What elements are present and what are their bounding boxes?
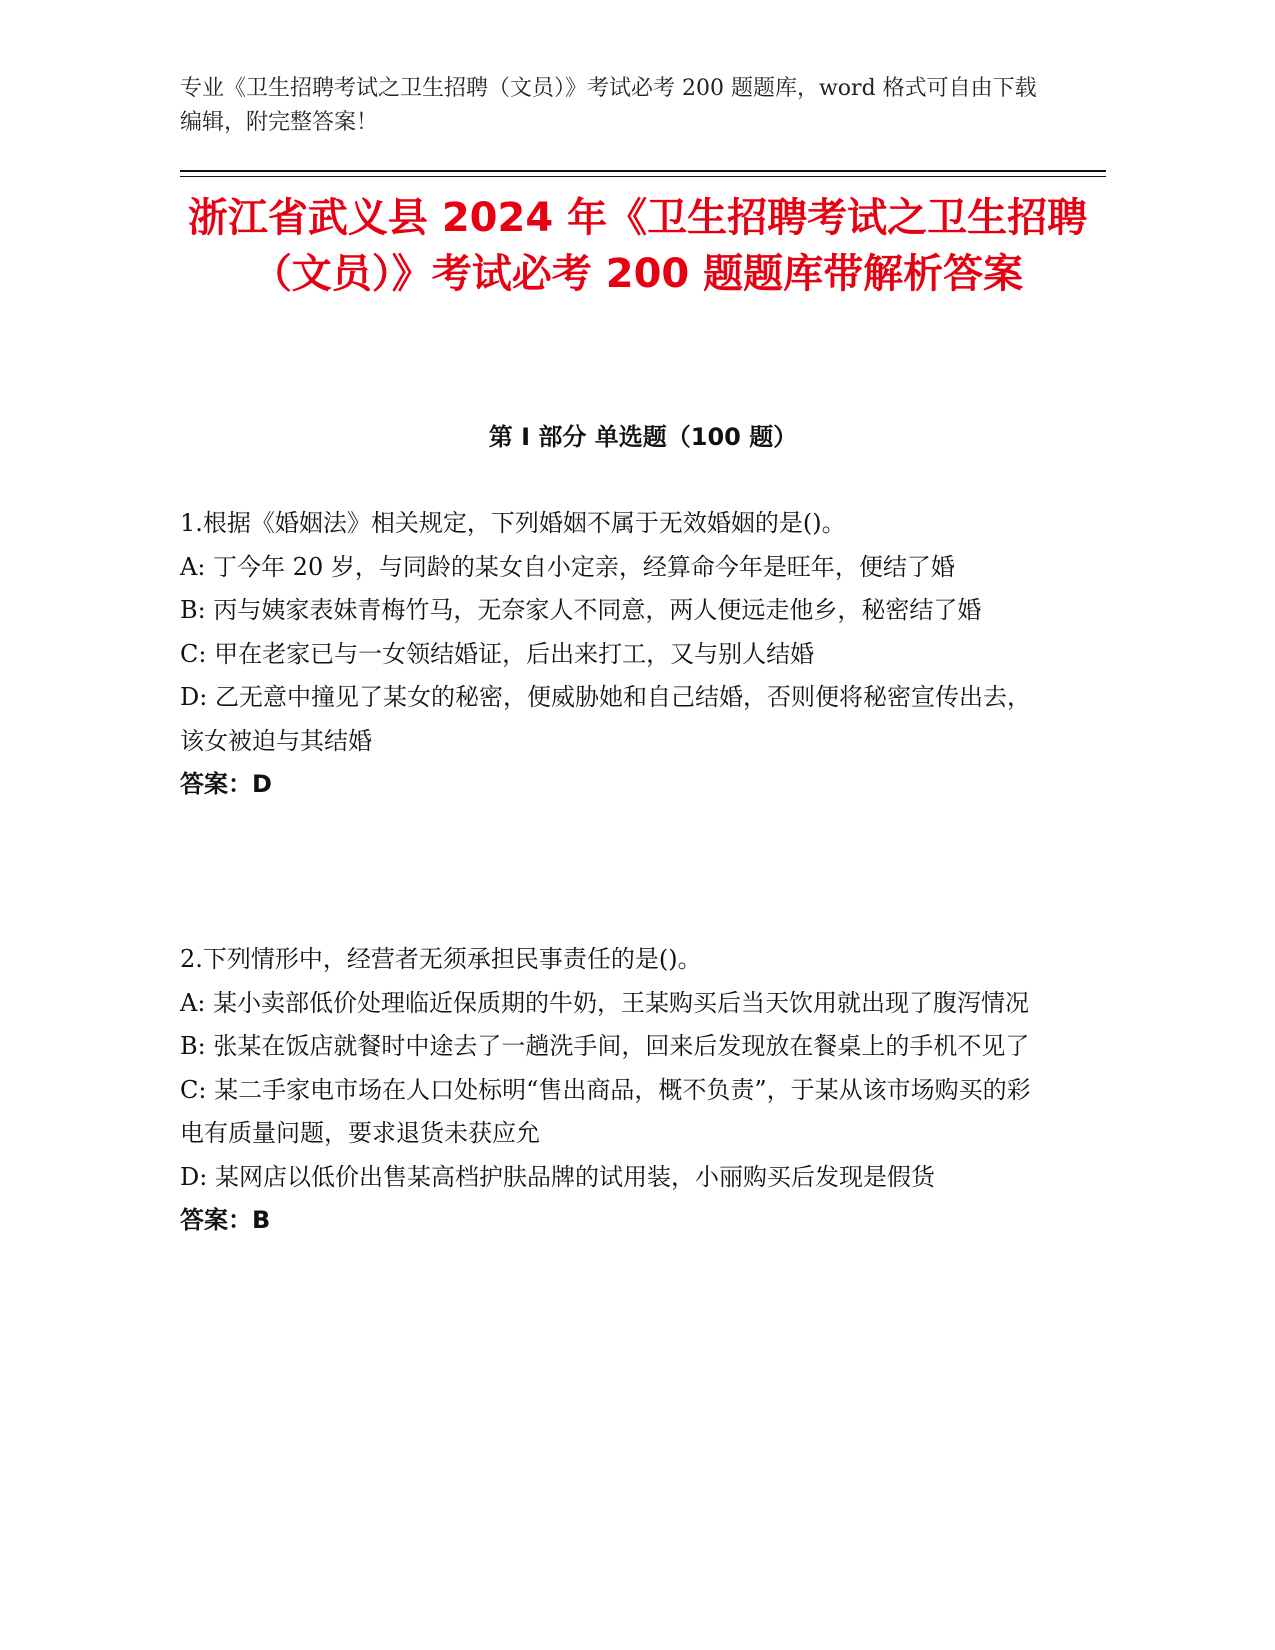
option-a: A: 丁今年 20 岁，与同龄的某女自小定亲，经算命今年是旺年，便结了婚 [180, 552, 955, 581]
section-title: 第 I 部分 单选题（100 题） [488, 423, 798, 451]
header-divider-thick [180, 170, 1106, 172]
answer: 答案：D [180, 770, 272, 798]
question-stem: 1.根据《婚姻法》相关规定，下列婚姻不属于无效婚姻的是()。 [180, 509, 846, 537]
header-note: 专业《卫生招聘考试之卫生招聘（文员）》考试必考 200 题题库，word 格式可自由下载编辑，附完整答案！ [180, 76, 1037, 135]
answer: 答案：B [180, 1206, 271, 1234]
option-b: B: 丙与姨家表妹青梅竹马，无奈家人不同意，两人便远走他乡，秘密结了婚 [180, 596, 982, 624]
option-b: B: 张某在饭店就餐时中途去了一趟洗手间，回来后发现放在餐桌上的手机不见了 [180, 1032, 1030, 1060]
document-title: 浙江省武义县 2024 年《卫生招聘考试之卫生招聘（文员）》考试必考 200 题题库带解析答案 [187, 195, 1088, 297]
option-d: D: 乙无意中撞见了某女的秘密，便威胁她和自己结婚，否则便将秘密宣传出去，该女被迫与其结婚 [180, 683, 1031, 755]
header-divider-thin [180, 176, 1106, 177]
option-a: A: 某小卖部低价处理临近保质期的牛奶，王某购买后当天饮用就出现了腹泻情况 [180, 988, 1030, 1017]
option-c: C: 甲在老家已与一女领结婚证，后出来打工，又与别人结婚 [180, 639, 815, 668]
question-stem: 2.下列情形中，经营者无须承担民事责任的是()。 [180, 945, 702, 973]
option-c: C: 某二手家电市场在人口处标明“售出商品，概不负责”，于某从该市场购买的彩电有质量问题，要求退货未获应允 [180, 1075, 1031, 1147]
question-1 [180, 502, 1040, 807]
option-d: D: 某网店以低价出售某高档护肤品牌的试用装，小丽购买后发现是假货 [180, 1162, 935, 1191]
question-2 [180, 938, 1040, 1243]
